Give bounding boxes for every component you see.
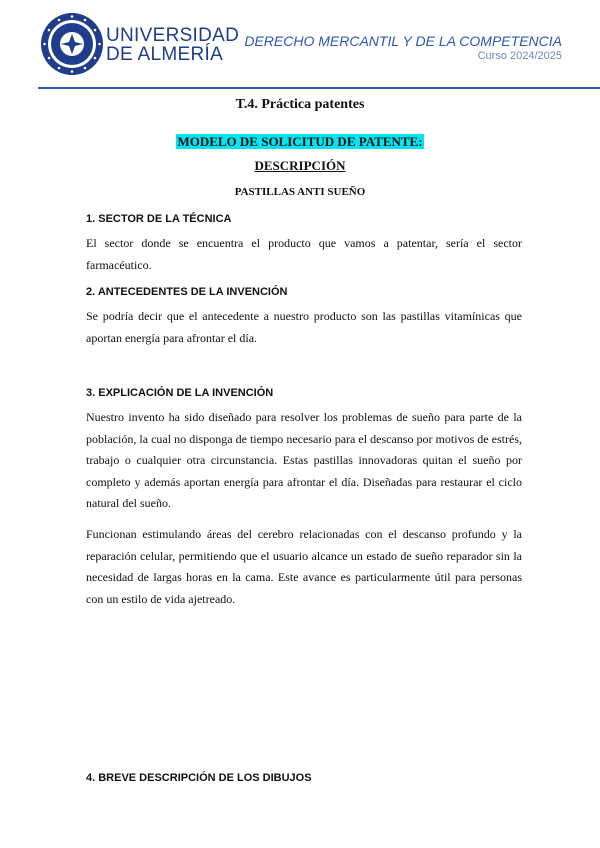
section-2-paragraph-1: Se podría decir que el antecedente a nuestro producto son las pastillas vitamínicas que aportan energía para afrontar el día. [86,309,522,345]
section-3-paragraph-1: Nuestro invento ha sido diseñado para resolver los problemas de sueño para parte de la población, la cual no disponga de tiempo necesario para el descanso por motivos de estrés, trabajo o cualquier otra circunstancia. Estas pastillas innovadoras quitan el sueño por completo y además aportan energía para afrontar el día. Diseñadas para restaurar el ciclo natural del sueño. [86,410,522,510]
section-1-heading: 1. SECTOR DE LA TÉCNICA [86,213,232,225]
section-3-paragraph-2: Funcionan estimulando áreas del cerebro relacionadas con el descanso profundo y la reparación celular, permitiendo que el usuario alcance un estado de sueño reparador sin la necesidad de largas horas en la cama. Este avance es particularmente útil para personas con un estilo de vida ajetreado. [86,527,522,606]
course-info [244,33,562,63]
university-name [106,26,239,64]
practice-title: T.4. Práctica patentes [235,97,365,112]
section-2-heading: 2. ANTECEDENTES DE LA INVENCIÓN [86,286,288,298]
document-subtitle: DESCRIPCIÓN [254,158,346,173]
university-name-line2: DE ALMERÍA [106,44,224,65]
page-header [0,0,600,95]
section-3-heading: 3. EXPLICACIÓN DE LA INVENCIÓN [86,387,274,399]
header-divider [38,87,600,89]
form-title-text: MODELO DE SOLICITUD DE PATENTE: [177,134,423,149]
course-title: DERECHO MERCANTIL Y DE LA COMPETENCIA [244,33,562,49]
course-year: Curso 2024/2025 [477,50,562,62]
university-seal-icon [40,12,104,76]
product-name: PASTILLAS ANTI SUEÑO [234,186,366,198]
form-title [0,133,600,151]
section-4-heading: 4. BREVE DESCRIPCIÓN DE LOS DIBUJOS [86,772,312,784]
university-name-line1: UNIVERSIDAD [106,25,240,46]
section-1-paragraph-1: El sector donde se encuentra el producto que vamos a patentar, sería el sector farmacéutico. [86,236,522,272]
